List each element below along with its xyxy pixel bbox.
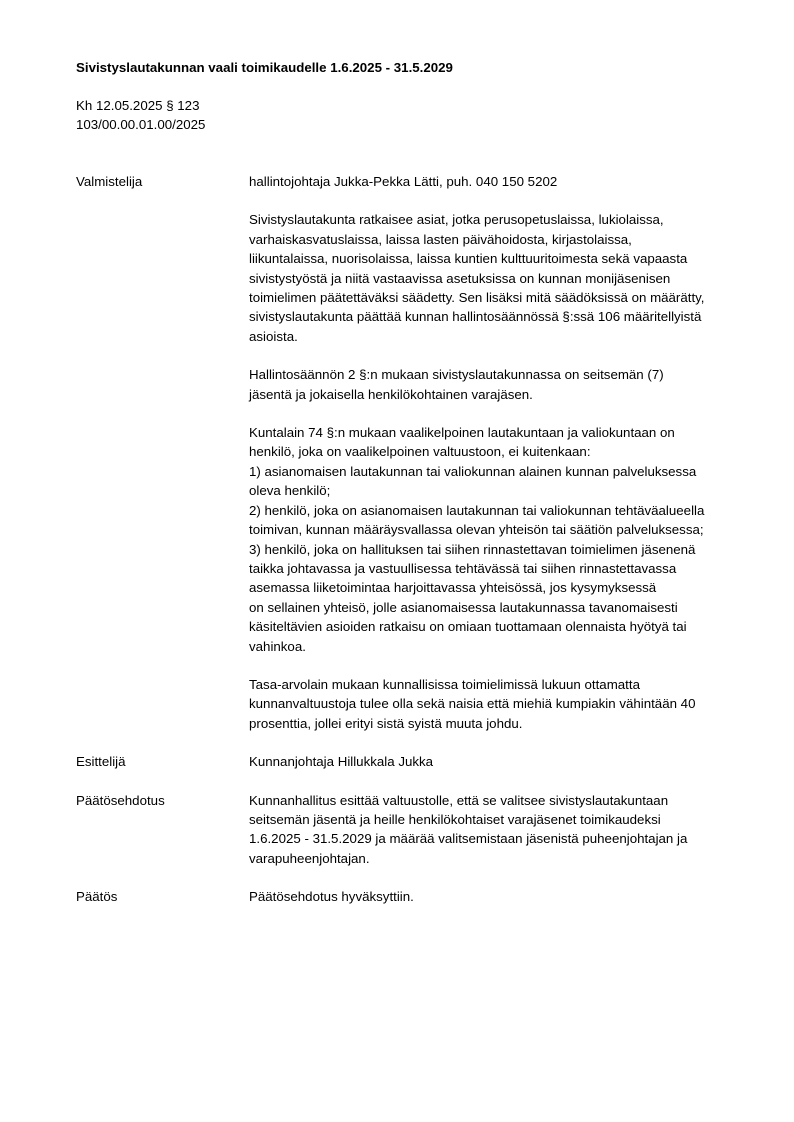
section-content xyxy=(249,172,754,733)
text-line: henkilö, joka on vaalikelpoinen valtuustoon, ei kuitenkaan: xyxy=(249,444,591,460)
text-line: Tasa-arvolain mukaan kunnallisissa toimielimissä lukuun ottamatta xyxy=(249,676,640,692)
section-paatosehdotus xyxy=(76,791,766,869)
text-line: asioista. xyxy=(249,328,298,344)
text-line: hallintojohtaja Jukka-Pekka Lätti, puh. 040 150 5202 xyxy=(249,174,558,189)
text-line: Kunnanhallitus esittää valtuustolle, että se valitsee sivistyslautakuntaan xyxy=(249,792,669,808)
text-line: jäsentä ja jokaisella henkilökohtainen varajäsen. xyxy=(249,386,533,402)
text-line: varhaiskasvatuslaissa, laissa lasten päivähoidosta, kirjastolaissa, xyxy=(249,231,632,247)
text-line: sivistystyöstä ja niitä vastaavissa asetuksissa on kunnan monijäsenisen xyxy=(249,270,671,286)
preparer-paragraph xyxy=(249,172,754,191)
meeting-reference: Kh 12.05.2025 § 123 xyxy=(76,98,200,113)
section-label: Esittelijä xyxy=(76,754,126,770)
document-title: Sivistyslautakunnan vaali toimikaudelle 1.6.2025 - 31.5.2029 xyxy=(76,60,453,75)
section-label: Päätös xyxy=(76,889,118,905)
text-line: 1) asianomaisen lautakunnan tai valiokunnan alainen kunnan palveluksessa xyxy=(249,463,697,479)
reference-block xyxy=(76,96,766,134)
text-line: asemassa liiketoimintaa harjoittavassa yhteisössä, jos kysymyksessä xyxy=(249,580,657,596)
text-line: toimielimen päätettäväksi säädetty. Sen lisäksi mitä säädöksissä on määrätty, xyxy=(249,290,705,306)
text-line: vahinkoa. xyxy=(249,638,306,654)
membership-paragraph xyxy=(249,365,754,404)
text-line: käsiteltävien asioiden ratkaisu on omiaan tuottamaan olennaista hyötyä tai xyxy=(249,619,687,635)
record-number: 103/00.00.01.00/2025 xyxy=(76,117,206,132)
text-line: sivistyslautakunta päättää kunnan hallintosäännössä §:ssä 106 määritellyistä xyxy=(249,309,702,325)
text-line: oleva henkilö; xyxy=(249,483,331,499)
text-line: varapuheenjohtajan. xyxy=(249,850,370,866)
text-line: 3) henkilö, joka on hallituksen tai siihen rinnastettavan toimielimen jäsenenä xyxy=(249,541,696,557)
text-line: kunnanvaltuustoja tulee olla sekä naisia että miehiä kumpiakin vähintään 40 xyxy=(249,696,696,712)
section-content xyxy=(249,791,754,869)
section-content xyxy=(249,887,754,906)
text-line: 2) henkilö, joka on asianomaisen lautakunnan tai valiokunnan tehtäväalueella xyxy=(249,502,705,518)
section-paatos xyxy=(76,887,766,906)
text-line: 1.6.2025 - 31.5.2029 ja määrää valitsemistaan jäsenistä puheenjohtajan ja xyxy=(249,831,688,847)
eligibility-paragraph xyxy=(249,423,754,656)
sections xyxy=(76,172,766,907)
text-line: liikuntalaissa, nuorisolaissa, laissa kuntien kulttuuritoimesta sekä vapaasta xyxy=(249,251,688,267)
text-line: Sivistyslautakunta ratkaisee asiat, jotka perusopetuslaissa, lukiolaissa, xyxy=(249,212,664,228)
decision-text: Päätösehdotus hyväksyttiin. xyxy=(249,889,414,905)
text-line: taikka johtavassa ja vastuullisessa tehtävässä tai siihen rinnastettavassa xyxy=(249,560,677,576)
text-line: toimivan, kunnan määräysvallassa olevan yhteisön tai säätiön palveluksessa; xyxy=(249,522,704,538)
section-valmistelija xyxy=(76,172,766,733)
text-line: Hallintosäännön 2 §:n mukaan sivistyslautakunnassa on seitsemän (7) xyxy=(249,367,664,383)
section-esittelija xyxy=(76,752,766,771)
section-content xyxy=(249,752,754,771)
section-label: Valmistelija xyxy=(76,174,143,189)
responsibilities-paragraph xyxy=(249,210,754,346)
document-page xyxy=(76,58,766,907)
equality-paragraph xyxy=(249,675,754,733)
section-label: Päätösehdotus xyxy=(76,792,165,808)
text-line: on sellainen yhteisö, jolle asianomaisessa lautakunnassa tavanomaisesti xyxy=(249,599,678,615)
text-line: seitsemän jäsentä ja heille henkilökohtaiset varajäsenet toimikaudeksi xyxy=(249,811,661,827)
text-line: Kuntalain 74 §:n mukaan vaalikelpoinen lautakuntaan ja valiokuntaan on xyxy=(249,425,675,441)
text-line: prosenttia, jollei erityi sistä syistä muuta johdu. xyxy=(249,715,523,731)
presenter-text: Kunnanjohtaja Hillukkala Jukka xyxy=(249,754,434,770)
